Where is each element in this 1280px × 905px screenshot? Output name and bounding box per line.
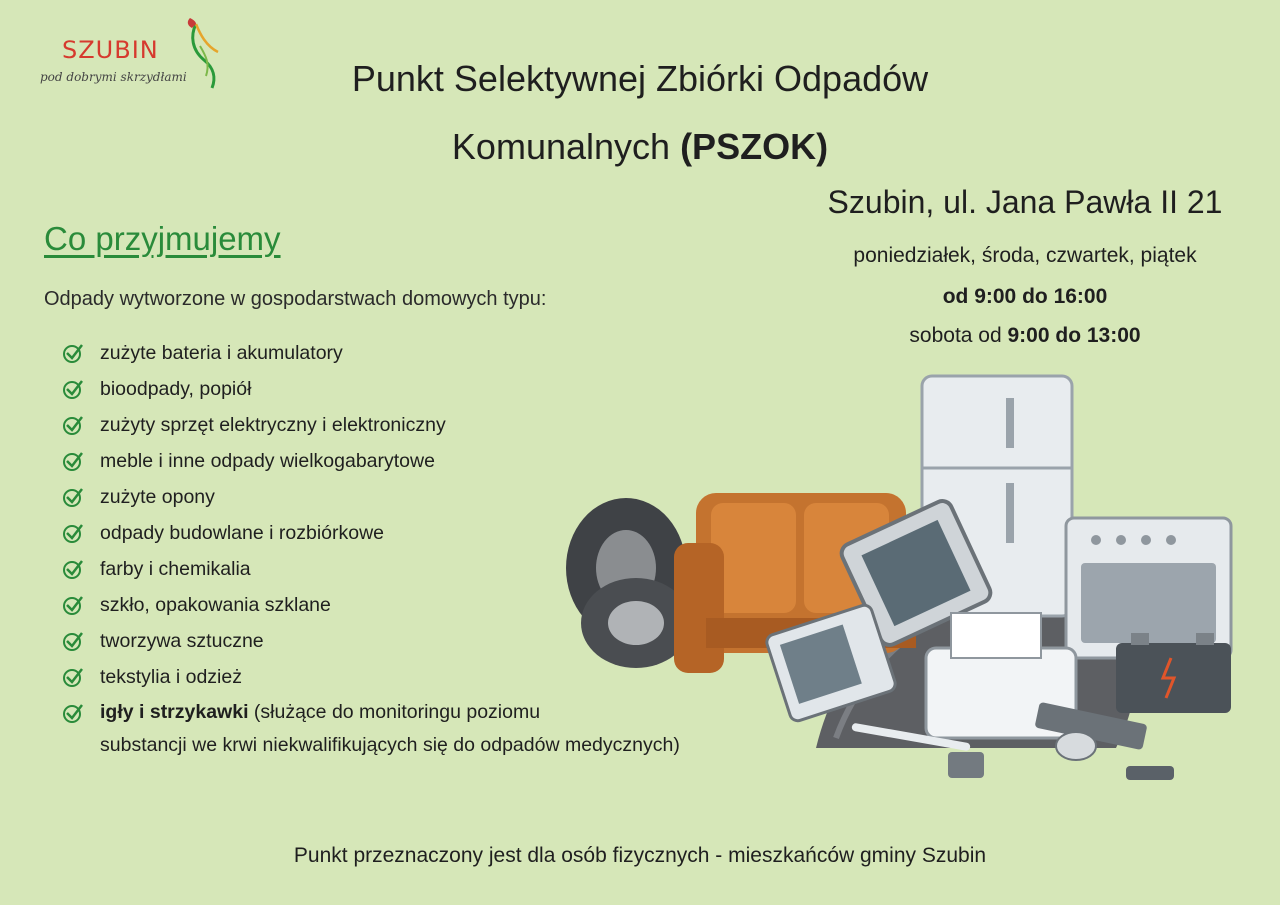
checkmark-circle-icon [62, 702, 84, 724]
page-title-line2 [240, 126, 1040, 168]
list-item-note: (służące do monitoringu poziomu [248, 701, 541, 723]
checkmark-circle-icon [62, 522, 84, 544]
list-item-label: odpady budowlane i rozbiórkowe [100, 522, 385, 544]
list-item-bold-label: igły i strzykawki [100, 701, 249, 723]
address: Szubin, ul. Jana Pawła II 21 [827, 184, 1223, 220]
list-item-note-line2: substancji we krwi niekwalifikujących się do odpadów medycznych) [100, 734, 680, 756]
title-abbreviation: (PSZOK) [680, 126, 829, 167]
footer-note: Punkt przeznaczony jest dla osób fizycznych - mieszkańców gminy Szubin [293, 844, 987, 867]
title-line2-text: Komunalnych [451, 126, 681, 167]
logo-tagline: pod dobrymi skrzydłami [40, 70, 187, 84]
list-item-label: tworzywa sztuczne [100, 630, 264, 652]
weekday-hours: od 9:00 do 16:00 [942, 285, 1108, 308]
list-item-label: szkło, opakowania szklane [100, 594, 331, 616]
checkmark-circle-icon [62, 342, 84, 364]
waste-pile-illustration [556, 368, 1256, 798]
tire-icon [566, 498, 691, 668]
checkmark-circle-icon [62, 666, 84, 688]
checkmark-circle-icon [62, 594, 84, 616]
logo-name: SZUBIN [62, 36, 159, 64]
car-battery-icon [1116, 633, 1231, 713]
saturday-label: sobota od [909, 324, 1008, 347]
list-item-label: bioodpady, popiół [100, 378, 252, 400]
checkmark-circle-icon [62, 486, 84, 508]
list-item-label: zużyte bateria i akumulatory [100, 342, 343, 364]
checkmark-circle-icon [62, 630, 84, 652]
checkmark-circle-icon [62, 558, 84, 580]
list-item-label: meble i inne odpady wielkogabarytowe [100, 450, 435, 472]
list-item-label: zużyte opony [100, 486, 215, 508]
section-intro: Odpady wytworzone w gospodarstwach domowych typu: [44, 288, 547, 310]
list-item-label: tekstylia i odzież [100, 666, 242, 688]
phone-icon [948, 752, 984, 778]
checkmark-circle-icon [62, 414, 84, 436]
opening-days: poniedziałek, środa, czwartek, piątek [853, 244, 1197, 267]
list-item-label: zużyty sprzęt elektryczny i elektroniczny [100, 414, 446, 436]
section-heading: Co przyjmujemy [44, 220, 281, 257]
checkmark-circle-icon [62, 450, 84, 472]
list-item-label: farby i chemikalia [100, 558, 251, 580]
mouse-icon [1056, 732, 1096, 760]
szubin-logo [36, 16, 236, 96]
checkmark-circle-icon [62, 378, 84, 400]
saturday-hours [800, 324, 1250, 348]
battery-icon [1126, 766, 1174, 780]
page-title-line1: Punkt Selektywnej Zbiórki Odpadów [351, 58, 929, 99]
saturday-time: 9:00 do 13:00 [1007, 324, 1141, 347]
